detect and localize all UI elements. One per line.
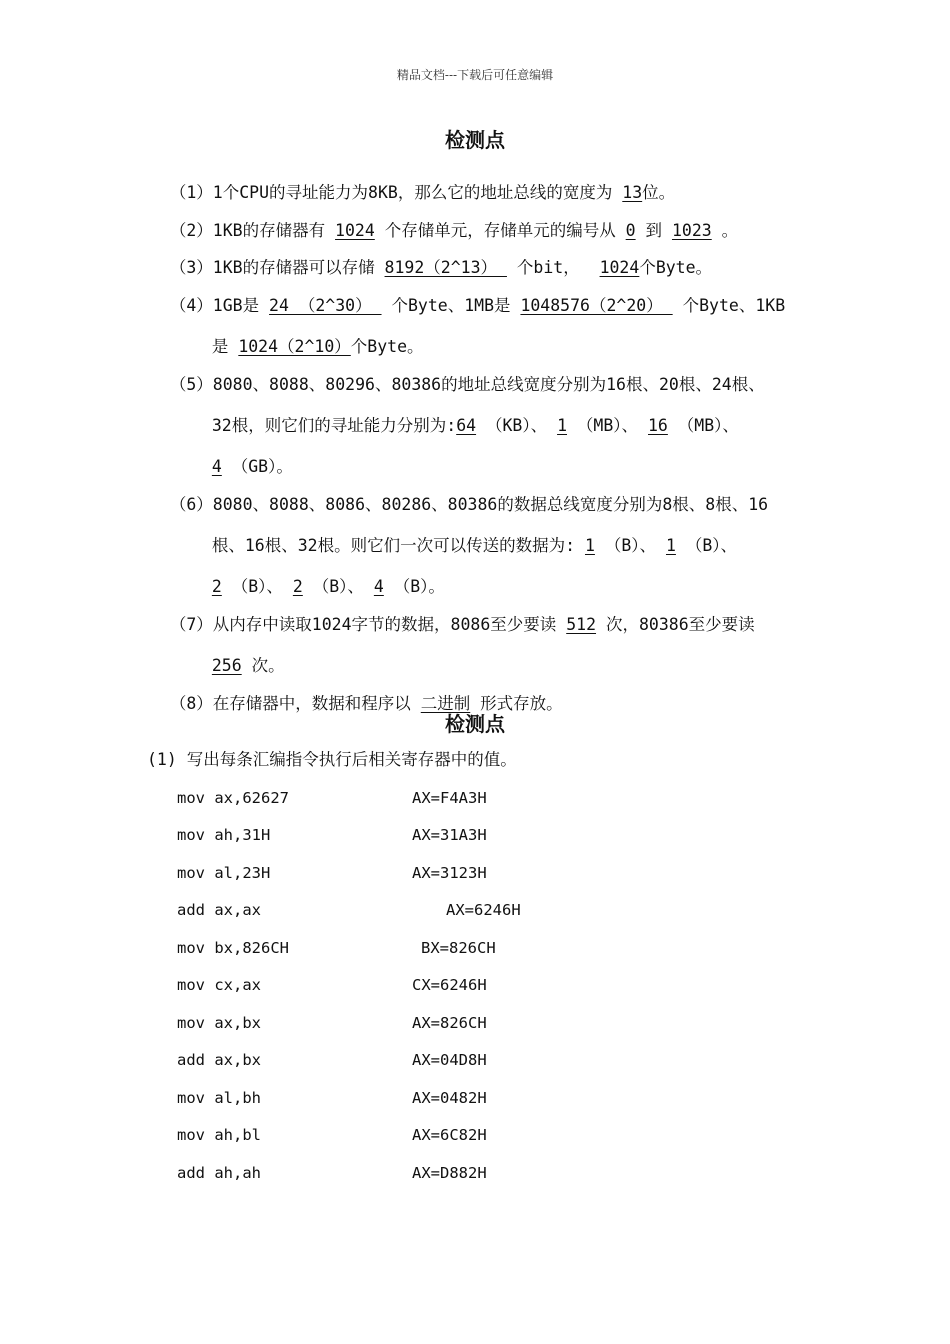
answer: 256 — [211, 656, 242, 675]
instruction: mov ah,31H — [177, 826, 271, 844]
page-header: 精品文档---下载后可任意编辑 — [396, 68, 554, 82]
register-value: AX=6C82H — [412, 1126, 487, 1144]
question-2: （2）1KB的存储器有 1024 个存储单元，存储单元的编号从 0 到 1023 。 — [169, 221, 739, 240]
question-6-cont2: 2 （B）、 2 （B）、 4 （B）。 — [211, 577, 445, 596]
answer: 2 — [211, 577, 222, 596]
register-value: AX=31A3H — [412, 826, 487, 844]
answer: 512 — [566, 615, 597, 634]
answer: 8192（2^13） — [384, 258, 507, 277]
answer: 13 — [622, 183, 643, 202]
question-6-cont: 根、16根、32根。则它们一次可以传送的数据为: 1 （B）、 1 （B）、 — [211, 536, 738, 555]
answer: 二进制 — [420, 694, 471, 713]
answer: 2 — [292, 577, 303, 596]
register-value: AX=0482H — [412, 1089, 487, 1107]
answer: 24 （2^30） — [269, 296, 382, 315]
question-6: （6）8080、8088、8086、80286、80386的数据总线宽度分别为8根、8根、16 — [169, 495, 769, 514]
answer: 1024 — [335, 221, 375, 240]
answer: 64 — [456, 416, 477, 435]
question-4-cont: 是 1024（2^10）个Byte。 — [211, 337, 424, 356]
answer: 4 — [211, 457, 222, 476]
section-title: 检测点 — [445, 712, 505, 736]
answer: 1023 — [671, 221, 712, 240]
register-value: AX=D882H — [412, 1164, 487, 1182]
question-7: （7）从内存中读取1024字节的数据，8086至少要读 512 次，80386至少要读 — [169, 615, 755, 634]
answer: 1024（2^10） — [238, 337, 351, 356]
register-value: AX=6246H — [446, 901, 521, 919]
question-3: （3）1KB的存储器可以存储 8192（2^13） 个bit， 1024个Byte。 — [169, 258, 713, 277]
question-7-cont: 256 次。 — [211, 656, 285, 675]
question-5-cont2: 4 （GB）。 — [211, 457, 293, 476]
exercise-intro: (1) 写出每条汇编指令执行后相关寄存器中的值。 — [147, 750, 517, 769]
instruction: mov ax,62627 — [177, 789, 289, 807]
instruction: mov ax,bx — [177, 1014, 261, 1032]
register-value: BX=826CH — [421, 939, 496, 957]
answer: 1 — [584, 536, 595, 555]
answer: 16 — [648, 416, 668, 435]
question-5: （5）8080、8088、80296、80386的地址总线宽度分别为16根、20根、24根、 — [169, 375, 765, 394]
instruction: add ax,bx — [177, 1051, 261, 1069]
answer: 1 — [665, 536, 676, 555]
instruction: mov cx,ax — [177, 976, 261, 994]
register-value: CX=6246H — [412, 976, 487, 994]
instruction: mov ah,bl — [177, 1126, 261, 1144]
question-8: （8）在存储器中，数据和程序以 二进制 形式存放。 — [169, 694, 563, 713]
question-5-cont: 32根，则它们的寻址能力分别为:64 （KB）、 1 （MB）、 16 （MB）、 — [211, 416, 739, 435]
instruction: mov al,23H — [177, 864, 271, 882]
answer: 0 — [625, 221, 636, 240]
question-4: （4）1GB是 24 （2^30） 个Byte、1MB是 1048576（2^20） 个Byte、1KB — [169, 296, 786, 315]
answer: 1 — [557, 416, 567, 435]
instruction: add ah,ah — [177, 1164, 261, 1182]
register-value: AX=3123H — [412, 864, 487, 882]
answer: 1024 — [599, 258, 640, 277]
instruction: add ax,ax — [177, 901, 261, 919]
answer: 1048576（2^20） — [520, 296, 673, 315]
instruction: mov al,bh — [177, 1089, 261, 1107]
register-value: AX=F4A3H — [412, 789, 487, 807]
section-title: 检测点 — [445, 128, 505, 152]
answer: 4 — [373, 577, 384, 596]
question-1: （1）1个CPU的寻址能力为8KB，那么它的地址总线的宽度为 13位。 — [169, 183, 676, 202]
register-value: AX=826CH — [412, 1014, 487, 1032]
register-value: AX=04D8H — [412, 1051, 487, 1069]
instruction: mov bx,826CH — [177, 939, 289, 957]
